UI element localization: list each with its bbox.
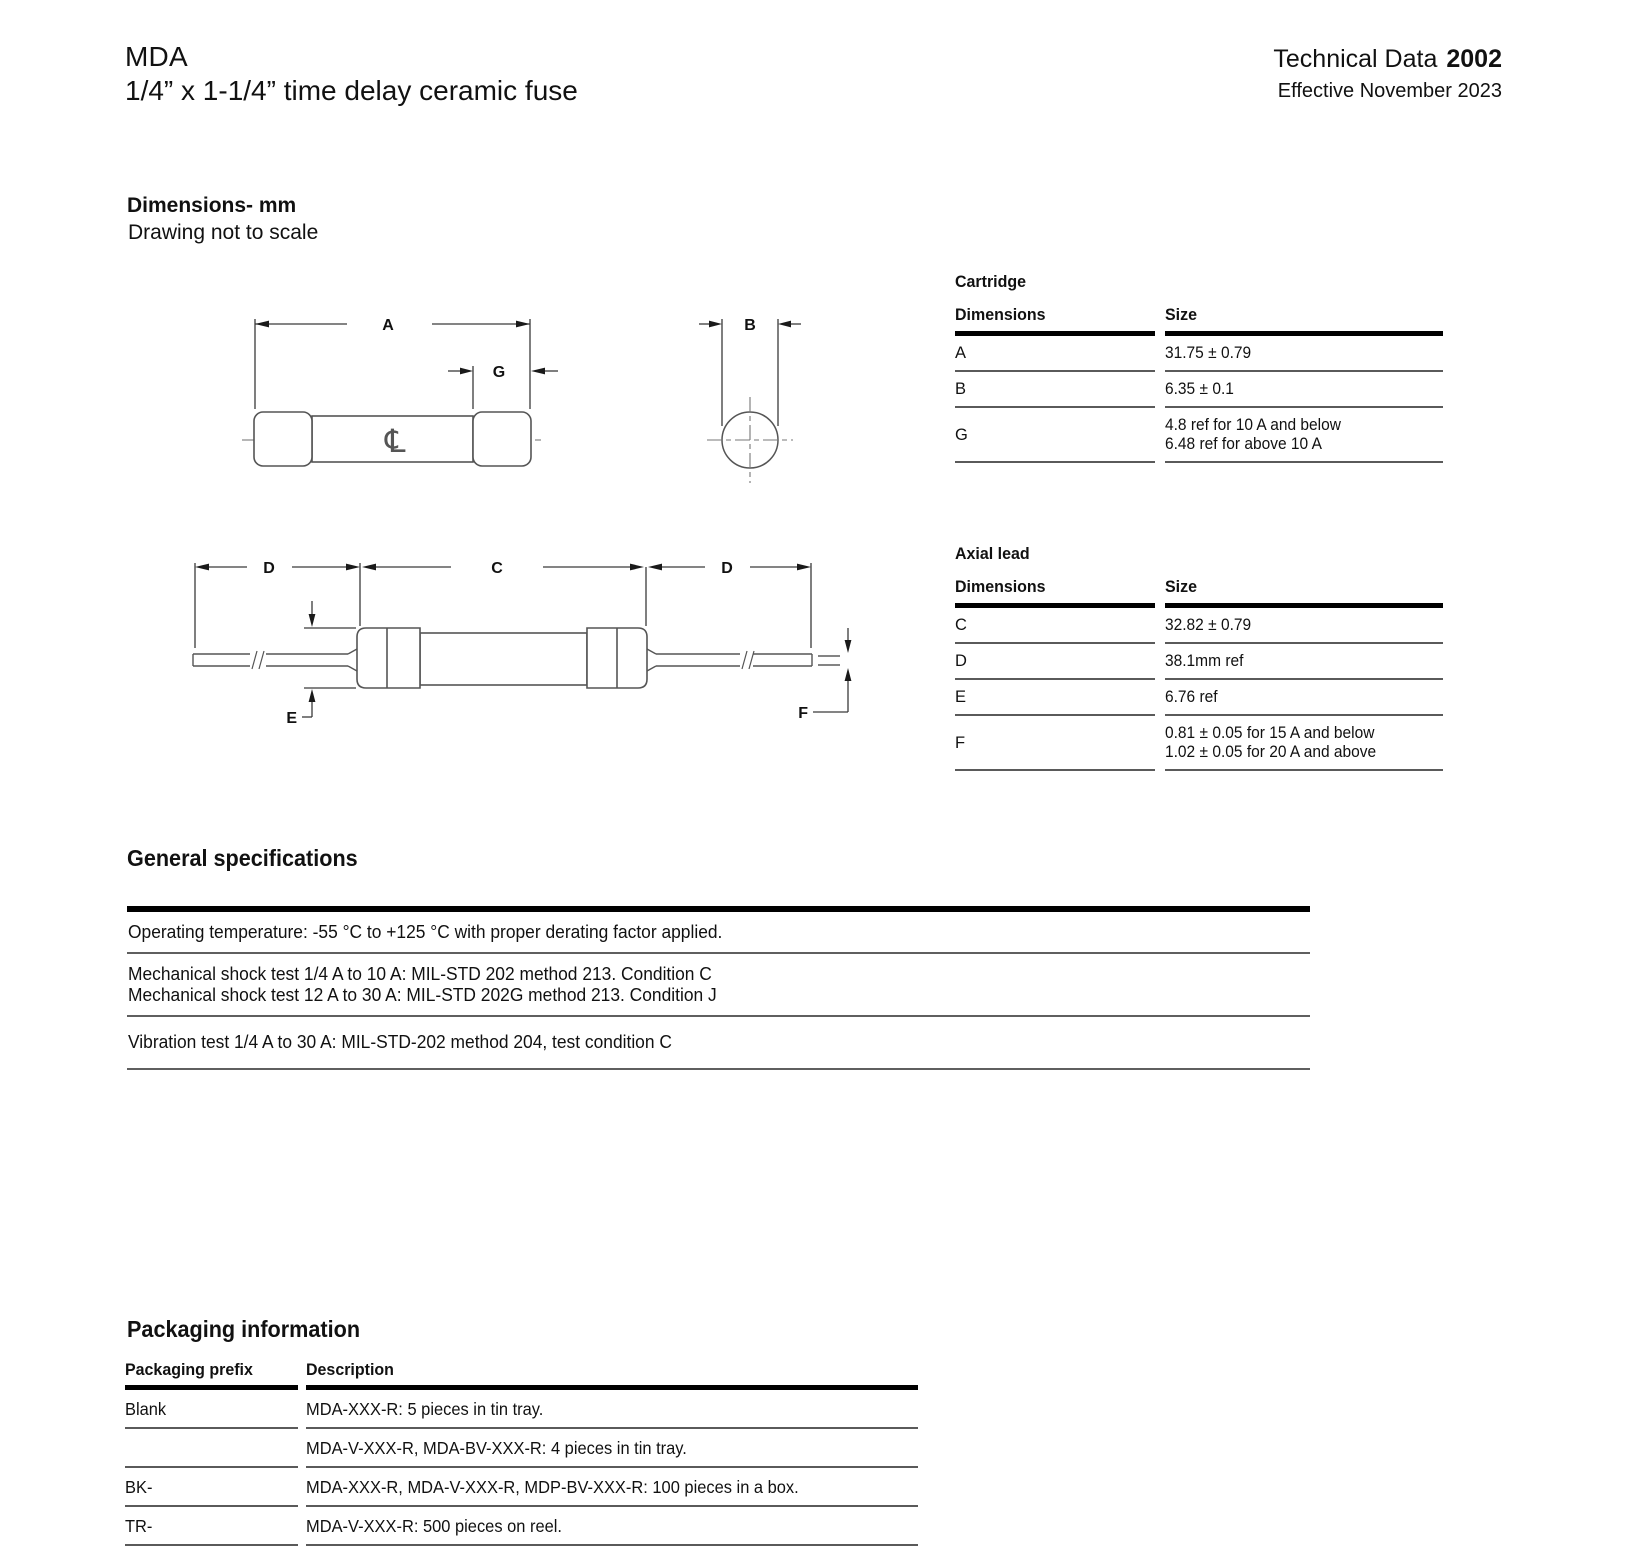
prefix-cell: BK- — [125, 1467, 302, 1506]
dimension-cell: E — [955, 679, 1160, 715]
spec-row — [127, 1017, 1310, 1070]
spec-text: Vibration test 1/4 A to 30 A: MIL-STD-202 method 204, test condition C — [128, 1031, 672, 1052]
arrowhead — [630, 564, 644, 571]
size-cell: 32.82 ± 0.79 — [1160, 606, 1443, 644]
spec-text: Operating temperature: -55 °C to +125 °C with proper derating factor applied. — [128, 921, 723, 942]
prefix-cell — [125, 1428, 302, 1467]
dim-label-g: G — [492, 364, 506, 381]
dim-label-c: C — [491, 560, 503, 577]
lead-wire-right — [647, 649, 812, 671]
size-cell: 6.76 ref — [1160, 679, 1443, 715]
table-row — [955, 371, 1443, 407]
centerline-symbol: ℄ — [385, 422, 406, 460]
spec-row — [127, 954, 1310, 1017]
product-title: MDA — [125, 41, 188, 72]
column-header-description: Description — [302, 1358, 918, 1388]
packaging-table — [125, 1358, 918, 1546]
break-mark — [252, 651, 264, 669]
dimension-f — [813, 628, 848, 712]
fuse-end-cap-left — [254, 412, 312, 466]
dimension-cell: C — [955, 606, 1160, 644]
table-header-row — [955, 575, 1443, 606]
table-row — [955, 407, 1443, 462]
dimensions-heading: Dimensions- mm — [127, 194, 297, 217]
arrowhead — [362, 564, 376, 571]
technical-drawing — [0, 0, 940, 760]
description-cell: MDA-V-XXX-R, MDA-BV-XXX-R: 4 pieces in tin tray. — [302, 1428, 918, 1467]
table-header-row — [125, 1358, 918, 1388]
size-cell: 4.8 ref for 10 A and below 6.48 ref for above 10 A — [1160, 407, 1443, 462]
table-row — [955, 715, 1443, 770]
axial-lead-fuse-drawing — [193, 560, 851, 727]
size-cell: 31.75 ± 0.79 — [1160, 334, 1443, 372]
table-row — [955, 679, 1443, 715]
cartridge-table — [955, 303, 1443, 463]
arrowhead — [531, 368, 545, 375]
arrowhead — [346, 564, 360, 571]
axial-lead-table — [955, 575, 1443, 771]
column-header-packaging-prefix: Packaging prefix — [125, 1358, 302, 1388]
dim-label-f: F — [798, 705, 808, 722]
cartridge-section — [955, 272, 1443, 463]
arrowhead — [195, 564, 209, 571]
general-specifications-heading: General specifications — [127, 845, 358, 871]
dimensions-note: Drawing not to scale — [128, 221, 319, 244]
column-header-dimensions: Dimensions — [955, 575, 1160, 606]
description-cell: MDA-V-XXX-R: 500 pieces on reel. — [302, 1506, 918, 1545]
doc-type-text: Technical Data — [1273, 45, 1438, 73]
header-right — [1273, 44, 1502, 104]
column-header-size: Size — [1160, 303, 1443, 334]
column-header-dimensions: Dimensions — [955, 303, 1160, 334]
fuse-tube — [420, 633, 587, 685]
description-cell: MDA-XXX-R, MDA-V-XXX-R, MDP-BV-XXX-R: 100 pieces in a box. — [302, 1467, 918, 1506]
fuse-end-view-drawing — [699, 317, 801, 483]
description-cell: MDA-XXX-R: 5 pieces in tin tray. — [302, 1388, 918, 1429]
dimension-cell: A — [955, 334, 1160, 372]
dim-label-d-right: D — [721, 560, 733, 577]
cartridge-table-title: Cartridge — [955, 272, 1027, 291]
doc-number: 2002 — [1446, 45, 1502, 73]
fuse-end-cap-left — [357, 628, 420, 688]
product-subtitle: 1/4” x 1-1/4” time delay ceramic fuse — [125, 75, 578, 106]
arrowhead — [255, 321, 269, 328]
prefix-cell: TR- — [125, 1506, 302, 1545]
table-row — [125, 1506, 918, 1545]
axial-table-title: Axial lead — [955, 544, 1030, 563]
table-row — [125, 1428, 918, 1467]
arrowhead — [309, 689, 316, 702]
spec-text: Mechanical shock test 1/4 A to 10 A: MIL-STD 202 method 213. Condition C — [128, 963, 712, 984]
arrowhead — [709, 321, 722, 328]
arrowhead — [797, 564, 811, 571]
packaging-section — [125, 1358, 918, 1546]
prefix-cell: Blank — [125, 1388, 302, 1429]
table-header-row — [955, 303, 1443, 334]
packaging-heading: Packaging information — [127, 1316, 361, 1342]
dim-label-e: E — [286, 710, 297, 727]
arrowhead — [309, 614, 316, 627]
table-row — [125, 1467, 918, 1506]
table-row — [955, 334, 1443, 372]
axial-lead-section — [955, 544, 1443, 771]
column-header-size: Size — [1160, 575, 1443, 606]
dim-label-d-left: D — [263, 560, 275, 577]
arrowhead — [845, 668, 852, 681]
cartridge-fuse-drawing — [242, 317, 558, 466]
general-specifications-table — [127, 906, 1310, 1070]
dimension-cell: D — [955, 643, 1160, 679]
effective-date: Effective November 2023 — [1277, 80, 1502, 102]
break-mark — [742, 651, 754, 669]
size-cell: 0.81 ± 0.05 for 15 A and below 1.02 ± 0.05 for 20 A and above — [1160, 715, 1443, 770]
arrowhead — [648, 564, 662, 571]
dimension-cell: F — [955, 715, 1160, 770]
table-row — [955, 643, 1443, 679]
arrowhead — [460, 368, 473, 375]
spec-text: Mechanical shock test 12 A to 30 A: MIL-STD 202G method 213. Condition J — [128, 984, 717, 1005]
arrowhead — [516, 321, 530, 328]
fuse-end-cap-right — [473, 412, 531, 466]
dim-label-a: A — [382, 317, 394, 334]
arrowhead — [778, 321, 791, 328]
size-cell: 6.35 ± 0.1 — [1160, 371, 1443, 407]
table-row — [955, 606, 1443, 644]
spec-row — [127, 912, 1310, 954]
dim-label-b: B — [744, 317, 756, 334]
size-cell: 38.1mm ref — [1160, 643, 1443, 679]
arrowhead — [845, 640, 852, 653]
table-row — [125, 1388, 918, 1429]
lead-wire-left — [193, 649, 357, 671]
dimension-cell: B — [955, 371, 1160, 407]
dimension-cell: G — [955, 407, 1160, 462]
doc-title — [1273, 44, 1502, 74]
